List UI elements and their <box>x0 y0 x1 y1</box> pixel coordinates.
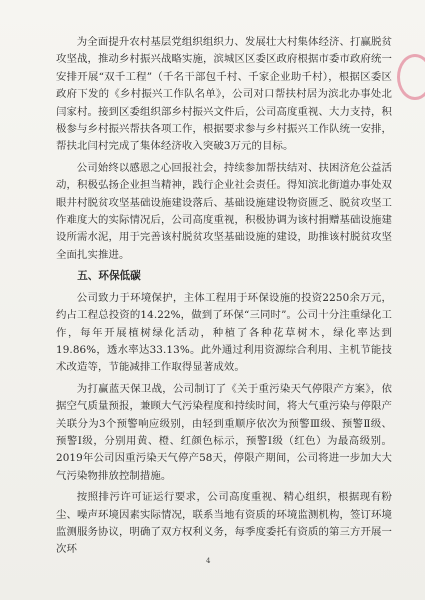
red-seal-stamp <box>397 54 425 100</box>
page-number: 4 <box>206 557 211 565</box>
section-heading: 五、环保低碳 <box>77 270 141 283</box>
paragraph: 公司始终以感恩之心回报社会，持续参加帮扶结对、扶困济危公益活动，积极弘扬企业担当精神，践行企业社会责任。得知滨北街道办事处双眼井村脱贫攻坚基础设施建设落后、基础设施建设物资匮乏、脱贫攻坚工作难度大的实际情况后，公司高度重视，积极协调为该村捐赠基础设施建设所需水泥，用于完善该村脱贫攻坚基础设施的建设，助推该村脱贫攻坚全面扎实推进。 <box>56 161 392 261</box>
paragraph: 按照排污许可证运行要求，公司高度重视、精心组织，根据现有粉尘、噪声环境因素实际情况，联系当地有资质的环境监测机构，签订环境监测服务协议，明确了双方权利义务，每季度委托有资质的第三方开展一次环 <box>56 491 392 556</box>
paragraph: 公司致力于环境保护，主体工程用于环保设施的投资2250余万元，约占工程总投资的14.22%，做到了环保“三同时”。公司十分注重绿化工作，每年开展植树绿化活动，种植了各种花草树木，绿化率达到19.86%，透水率达33.13%。此外通过利用资源综合利用、主机节能技术改造等，节能减排工作取得显著成效。 <box>56 291 392 374</box>
document-body <box>56 34 392 563</box>
paragraph: 为打赢蓝天保卫战，公司制订了《关于重污染天气停限产方案》，依据空气质量预报，兼顾大气污染程度和持续时间，将大气重污染与停限产关联分为3个预警响应级别，由轻到重顺序依次为预警Ⅲ级、预警Ⅱ级、预警Ⅰ级，分别用黄、橙、红颜色标示，预警Ⅰ级（红色）为最高级别。2019年公司因重污染天气停产58天，停限产期间，公司将进一步加大大气污染物排放控制措施。 <box>56 382 392 482</box>
paragraph: 为全面提升农村基层党组织组织力、发展壮大村集体经济、打赢脱贫攻坚战，推动乡村振兴战略实施，滨城区区委区政府根据市委市政府统一安排开展“双千工程”（千名干部包千村、千家企业助千村），根据区委区政府下发的《乡村振兴工作队名单》，公司对口帮扶村居为滨北办事处北闫家村。接到区委组织部乡村振兴文件后，公司高度重视、大力支持，积极参与乡村振兴帮扶各项工作，根据要求参与乡村振兴工作队统一安排，帮扶北闫村完成了集体经济收入突破3万元的目标。 <box>56 36 392 153</box>
